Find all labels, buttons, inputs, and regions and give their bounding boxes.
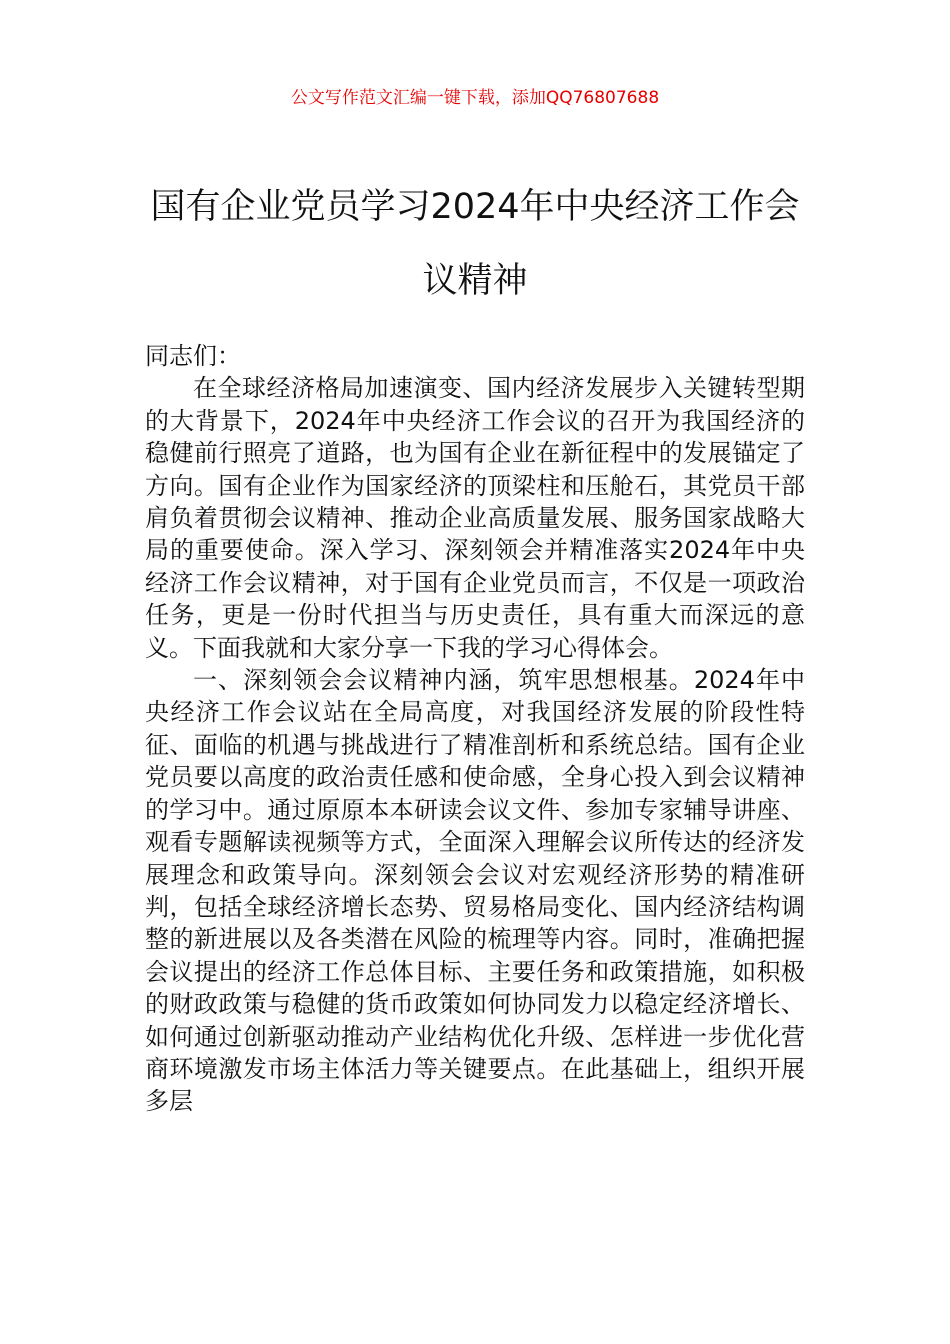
header-promo-note: 公文写作范文汇编一键下载，添加QQ76807688 [290,88,660,108]
salutation: 同志们： [145,342,241,370]
paragraph-intro: 在全球经济格局加速演变、国内经济发展步入关键转型期的大背景下，2024年中央经济工作会议的召开为我国经济的稳健前行照亮了道路，也为国有企业在新征程中的发展锚定了方向。国有企业作为国家经济的顶梁柱和压舱石，其党员干部肩负着贯彻会议精神、推动企业高质量发展、服务国家战略大局的重要使命。深入学习、深刻领会并精准落实2024年中央经济工作会议精神，对于国有企业党员而言，不仅是一项政治任务，更是一份时代担当与历史责任，具有重大而深远的意义。下面我就和大家分享一下我的学习心得体会。 [145,374,805,662]
document-body [145,340,805,1118]
document-title-line-2: 议精神 [422,261,528,301]
paragraph-section-one: 一、深刻领会会议精神内涵，筑牢思想根基。2024年中央经济工作会议站在全局高度，对我国经济发展的阶段性特征、面临的机遇与挑战进行了精准剖析和系统总结。国有企业党员要以高度的政治责任感和使命感，全身心投入到会议精神的学习中。通过原原本本研读会议文件、参加专家辅导讲座、观看专题解读视频等方式，全面深入理解会议所传达的经济发展理念和政策导向。深刻领会会议对宏观经济形势的精准研判，包括全球经济增长态势、贸易格局变化、国内经济结构调整的新进展以及各类潜在风险的梳理等内容。同时，准确把握会议提出的经济工作总体目标、主要任务和政策措施，如积极的财政政策与稳健的货币政策如何协同发力以稳定经济增长、如何通过创新驱动推动产业结构优化升级、怎样进一步优化营商环境激发市场主体活力等关键要点。在此基础上，组织开展多层 [145,666,805,1116]
document-title [145,170,805,318]
document-title-line-1: 国有企业党员学习2024年中央经济工作会 [150,187,800,227]
